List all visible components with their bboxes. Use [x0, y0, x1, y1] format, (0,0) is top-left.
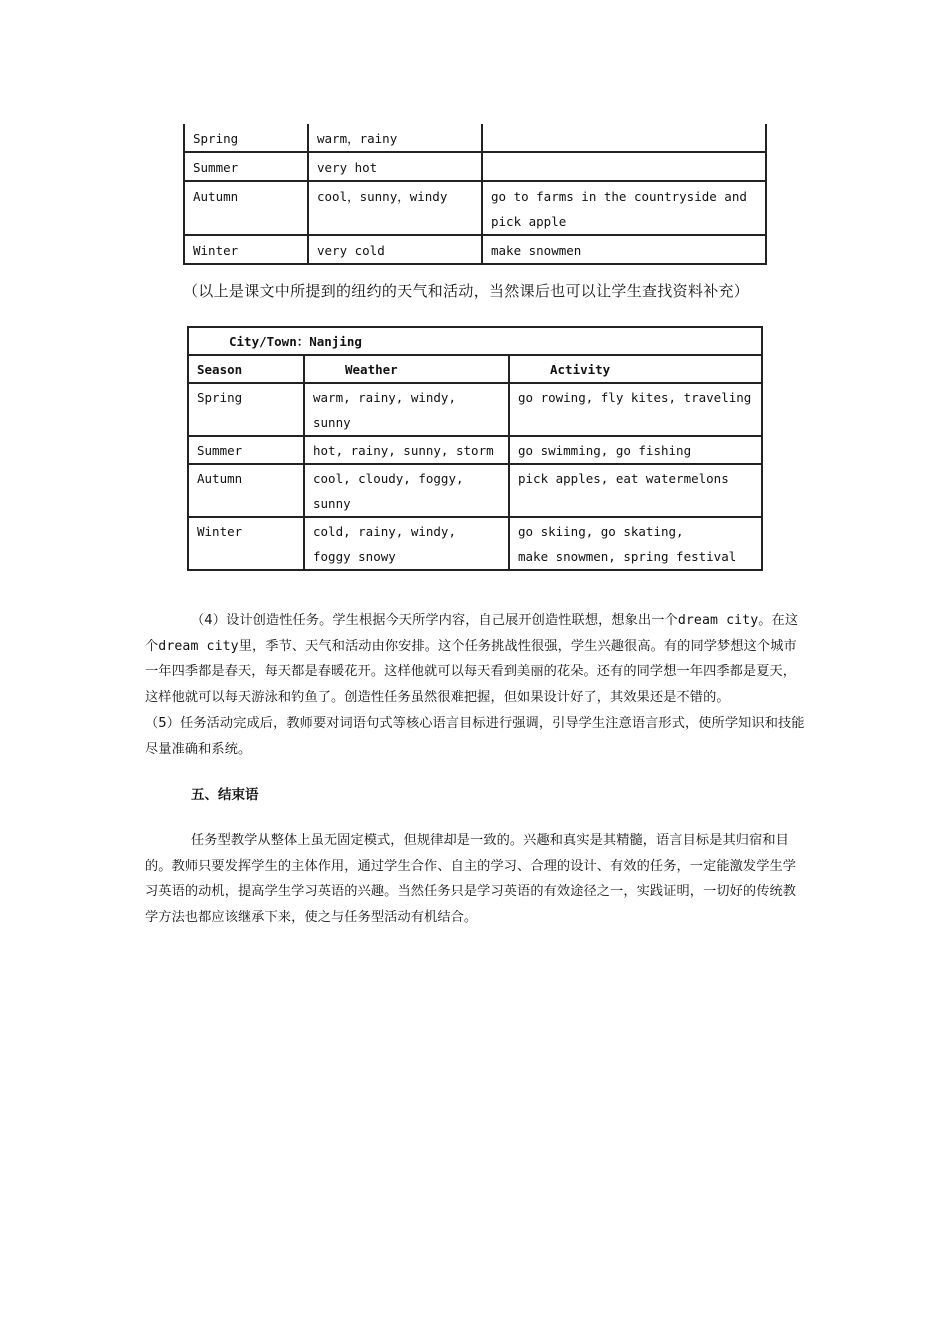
table-caption: （以上是课文中所提到的纽约的天气和活动，当然课后也可以让学生查找资料补充）	[183, 282, 750, 300]
text-run: 。在这个	[145, 613, 799, 654]
table-title: City/Town：Nanjing	[188, 327, 762, 355]
paragraph-4	[145, 608, 807, 711]
season-cell: Spring	[188, 383, 304, 436]
text-run: dream city	[677, 613, 759, 628]
table-row	[188, 464, 762, 517]
new-york-weather-table	[183, 124, 767, 265]
table-header-row	[188, 355, 762, 383]
activity-cell: go swimming, go fishing	[509, 436, 762, 464]
conclusion-section	[145, 828, 807, 931]
conclusion-paragraph: 任务型教学从整体上虽无固定模式，但规律却是一致的。兴趣和真实是其精髓，语言目标是其归宿和目的。教师只要发挥学生的主体作用，通过学生合作、自主的学习、合理的设计、有效的任务，一定能激发学生学习英语的动机，提高学生学习英语的兴趣。当然任务只是学习英语的有效途径之一，实践证明，一切好的传统教学方法也都应该继承下来，使之与任务型活动有机结合。	[145, 833, 797, 926]
paragraph-5: （5）任务活动完成后，教师要对词语句式等核心语言目标进行强调，引导学生注意语言形式，使所学知识和技能尽量准确和系统。	[145, 715, 805, 757]
season-cell: Autumn	[184, 181, 308, 235]
nanjing-weather-table	[187, 326, 763, 571]
activity-line: make snowmen, spring festival	[518, 549, 737, 564]
header-weather: Weather	[304, 355, 509, 383]
weather-cell: warm，rainy	[308, 124, 482, 152]
weather-cell: cold, rainy, windy, foggy snowy	[304, 517, 509, 570]
season-cell: Spring	[184, 124, 308, 152]
text-run: dream city	[158, 638, 239, 654]
activity-cell: make snowmen	[482, 235, 766, 264]
table-row	[184, 181, 766, 235]
table-row	[188, 436, 762, 464]
season-cell: Summer	[188, 436, 304, 464]
weather-cell: very cold	[308, 235, 482, 264]
activity-cell: pick apples, eat watermelons	[509, 464, 762, 517]
weather-cell: cool, cloudy, foggy, sunny	[304, 464, 509, 517]
text-run: （4）设计创造性任务。学生根据今天所学内容，自己展开创造性联想，想象出一个	[191, 613, 678, 628]
activity-cell	[509, 517, 762, 570]
table-row	[184, 235, 766, 264]
weather-cell: warm, rainy, windy, sunny	[304, 383, 509, 436]
table-row	[188, 383, 762, 436]
section-heading: 五、结束语	[191, 787, 259, 803]
weather-cell: very hot	[308, 152, 482, 181]
activity-cell	[482, 152, 766, 181]
activity-cell: go to farms in the countryside and pick apple	[482, 181, 766, 235]
table-row	[184, 124, 766, 152]
season-cell: Autumn	[188, 464, 304, 517]
header-season: Season	[188, 355, 304, 383]
weather-cell: hot, rainy, sunny, storm	[304, 436, 509, 464]
season-cell: Winter	[184, 235, 308, 264]
table-row	[188, 517, 762, 570]
season-cell: Winter	[188, 517, 304, 570]
activity-cell: go rowing, fly kites, traveling	[509, 383, 762, 436]
weather-cell: cool，sunny，windy	[308, 181, 482, 235]
header-activity: Activity	[509, 355, 762, 383]
body-paragraphs	[145, 608, 807, 762]
season-cell: Summer	[184, 152, 308, 181]
activity-line: go skiing, go skating,	[518, 524, 684, 539]
table-title-row	[188, 327, 762, 355]
activity-cell	[482, 124, 766, 152]
table-row	[184, 152, 766, 181]
text-run: 里，季节、天气和活动由你安排。这个任务挑战性很强，学生兴趣很高。有的同学梦想这个城市一年四季都是春天，每天都是春暖花开。这样他就可以每天看到美丽的花朵。还有的同学想一年四季都是夏天，这样他就可以每天游泳和钓鱼了。创造性任务虽然很难把握，但如果设计好了，其效果还是不错的。	[145, 638, 797, 706]
